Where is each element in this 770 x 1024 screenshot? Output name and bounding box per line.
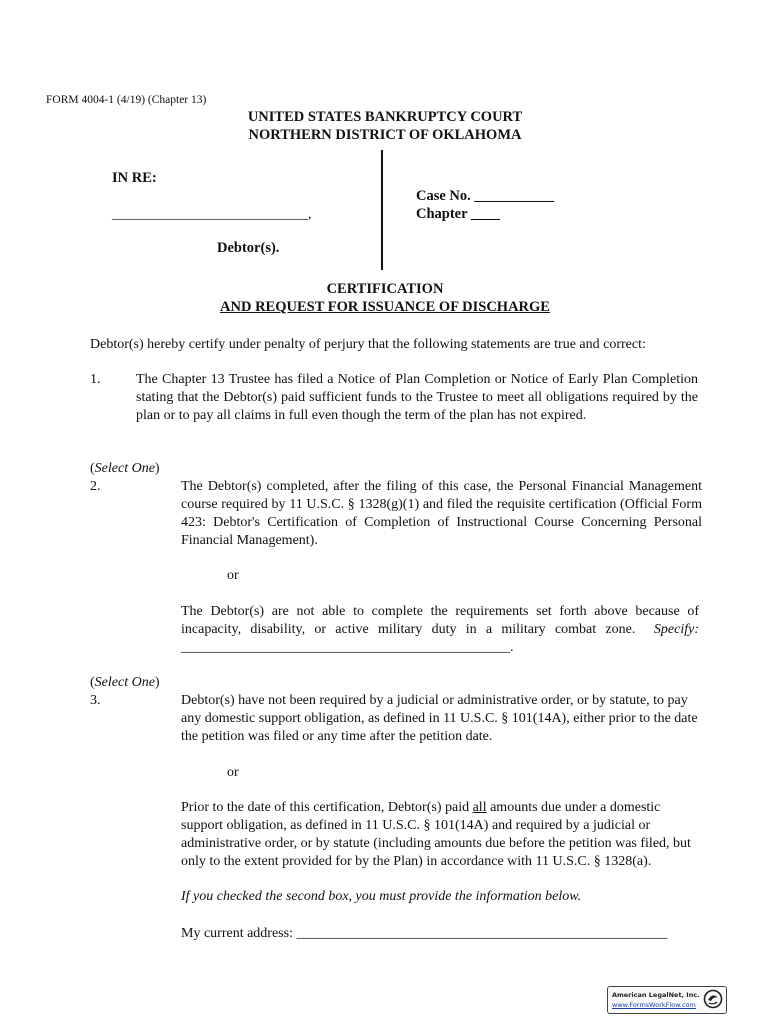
in-re-label: IN RE:: [112, 170, 157, 186]
item-2-option-b[interactable]: [181, 603, 699, 657]
specify-field[interactable]: _______________________________________________.: [181, 640, 514, 655]
current-address-row: [181, 925, 667, 943]
intro-paragraph: Debtor(s) hereby certify under penalty of perjury that the following statements are true and correct:: [90, 337, 646, 352]
item-3-number: 3.: [90, 693, 101, 708]
debtors-label: Debtor(s).: [217, 240, 280, 256]
item-2-option-b-text: The Debtor(s) are not able to complete the requirements set forth above because of incapacity, disability, or active military duty in a military combat zone.: [181, 604, 699, 637]
debtor-name-field[interactable]: ____________________________,: [112, 207, 312, 222]
select-one-text: Select One: [94, 461, 155, 476]
item-1-text: The Chapter 13 Trustee has filed a Notice of Plan Completion or Notice of Early Plan Completion stating that the Debtor(s) paid sufficient funds to the Trustee to meet all obligations required by the plan or to pay all claims in full even though the term of the plan has not expired.: [136, 372, 698, 423]
item-2-select-label: (Select One): [90, 461, 160, 476]
court-district: NORTHERN DISTRICT OF OKLAHOMA: [248, 127, 522, 143]
current-address-field[interactable]: _____________________________________________________: [296, 926, 668, 941]
document-title: CERTIFICATION: [326, 281, 444, 297]
specify-label: Specify:: [653, 622, 699, 637]
caption-divider: [381, 150, 383, 270]
item-3-option-b[interactable]: [181, 799, 699, 871]
form-id: FORM 4004-1 (4/19) (Chapter 13): [46, 94, 207, 106]
logo-company-name: American LegalNet, Inc.: [612, 991, 700, 999]
address-note: If you checked the second box, you must provide the information below.: [181, 889, 582, 904]
document-subtitle: AND REQUEST FOR ISSUANCE OF DISCHARGE: [220, 299, 550, 315]
item-3-option-b-pre: Prior to the date of this certification, Debtor(s) paid: [181, 800, 473, 815]
current-address-label: My current address:: [181, 926, 293, 941]
item-3-or: or: [227, 765, 239, 780]
chapter-field[interactable]: Chapter ____: [416, 206, 500, 222]
item-3-option-b-post: amounts due under a domestic support obligation, as defined in 11 U.S.C. § 101(14A) and required by a judicial or administrative order, or by statute (including amounts due before the petition was filed, but only to the extent provided for by the Plan) in accordance with 11 U.S.C. § 1328(a).: [181, 800, 691, 869]
all-emphasis: all: [472, 800, 487, 815]
item-3-option-a[interactable]: Debtor(s) have not been required by a judicial or administrative order, or by statute, to pay any domestic support obligation, as defined in 11 U.S.C. § 101(14A), either prior to the date the petition was filed or any time after the petition date.: [181, 693, 698, 744]
item-2-number: 2.: [90, 479, 101, 494]
court-name: UNITED STATES BANKRUPTCY COURT: [247, 109, 523, 125]
logo-url-link[interactable]: www.FormsWorkFlow.com: [612, 1001, 696, 1009]
item-3-select-label: (Select One): [90, 675, 160, 690]
item-1-number: 1.: [90, 372, 101, 387]
select-one-text: Select One: [94, 675, 155, 690]
item-2-or: or: [227, 568, 239, 583]
case-number-field[interactable]: Case No. ___________: [416, 188, 555, 204]
item-2-option-a[interactable]: The Debtor(s) completed, after the filing of this case, the Personal Financial Management course required by 11 U.S.C. § 1328(g)(1) and filed the requisite certification (Official Form 423: Debtor's Certification of Completion of Instructional Course Concerning Personal Financial Management).: [181, 479, 702, 548]
logo-mark-icon: [703, 989, 723, 1009]
footer-logo: [607, 986, 727, 1014]
